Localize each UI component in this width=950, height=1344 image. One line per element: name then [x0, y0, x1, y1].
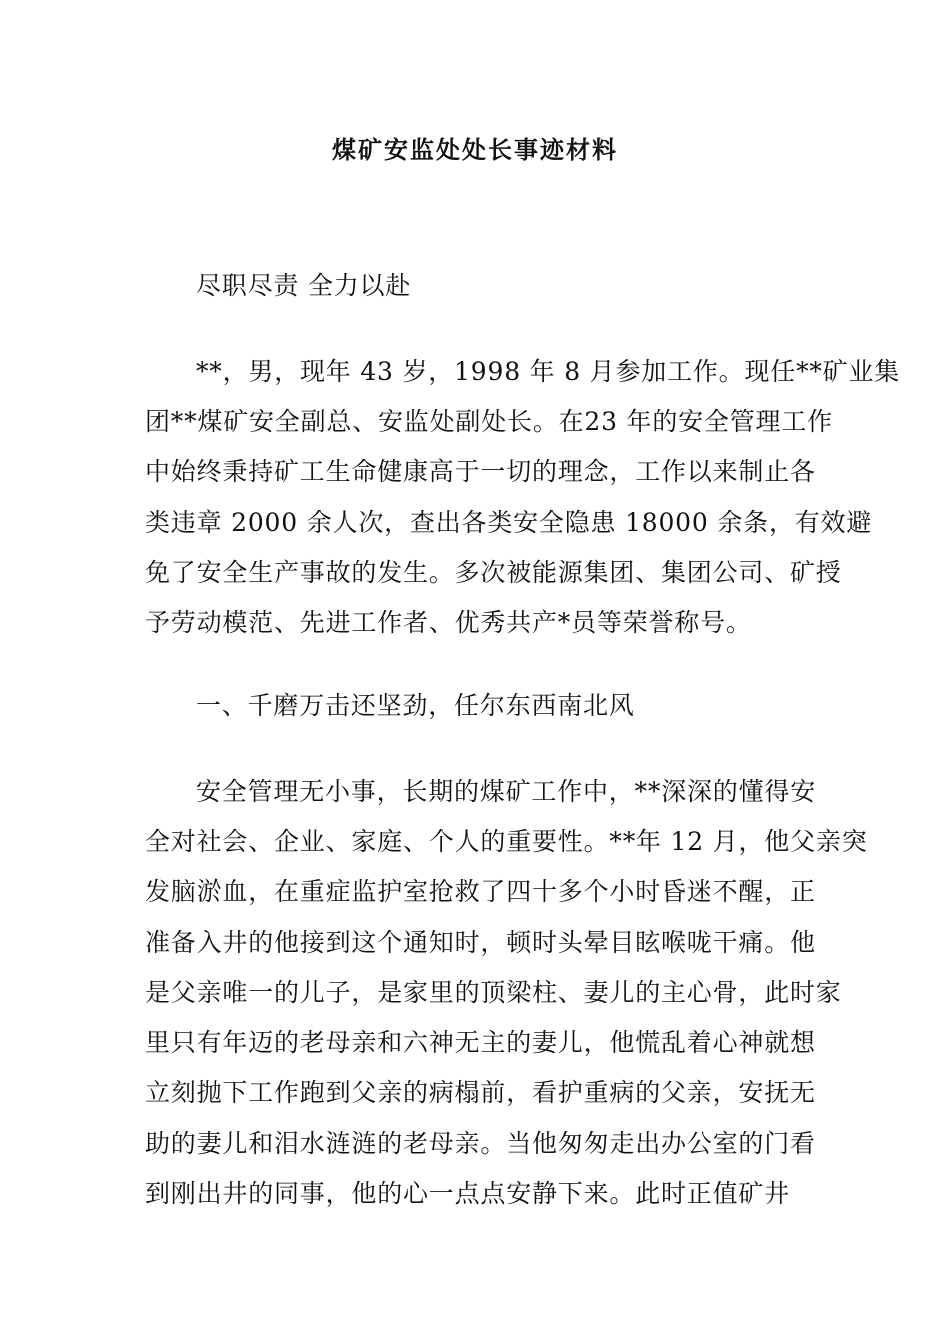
- section-heading: 一、千磨万击还坚劲，任尔东西南北风: [196, 691, 635, 720]
- body-line: 立刻抛下工作跑到父亲的病榻前，看护重病的父亲，安抚无: [145, 1078, 816, 1107]
- intro-line: 中始终秉持矿工生命健康高于一切的理念，工作以来制止各: [145, 457, 816, 486]
- body-line: 是父亲唯一的儿子，是家里的顶梁柱、妻儿的主心骨，此时家: [145, 978, 842, 1007]
- intro-line: 予劳动模范、先进工作者、优秀共产*员等荣誉称号。: [145, 608, 752, 637]
- intro-line: 团**煤矿安全副总、安监处副处长。在23 年的安全管理工作: [145, 407, 833, 436]
- body-line: 到刚出井的同事，他的心一点点安静下来。此时正值矿井: [145, 1179, 791, 1208]
- body-line: 发脑淤血，在重症监护室抢救了四十多个小时昏迷不醒，正: [145, 877, 816, 906]
- body-line: 安全管理无小事，长期的煤矿工作中，**深深的懂得安: [196, 777, 817, 806]
- body-line: 准备入井的他接到这个通知时，顿时头晕目眩喉咙干痛。他: [145, 928, 816, 957]
- intro-line: 免了安全生产事故的发生。多次被能源集团、集团公司、矿授: [145, 558, 842, 587]
- body-line: 助的妻儿和泪水涟涟的老母亲。当他匆匆走出办公室的门看: [145, 1129, 816, 1158]
- body-line: 全对社会、企业、家庭、个人的重要性。**年 12 月，他父亲突: [145, 827, 868, 856]
- subtitle: 尽职尽责 全力以赴: [196, 271, 412, 300]
- document-title: 煤矿安监处处长事迹材料: [332, 135, 618, 164]
- body-line: 里只有年迈的老母亲和六神无主的妻儿，他慌乱着心神就想: [145, 1028, 816, 1057]
- intro-line: 类违章 2000 余人次，查出各类安全隐患 18000 余条，有效避: [145, 508, 873, 537]
- intro-line: **，男，现年 43 岁，1998 年 8 月参加工作。现任**矿业集: [196, 357, 901, 386]
